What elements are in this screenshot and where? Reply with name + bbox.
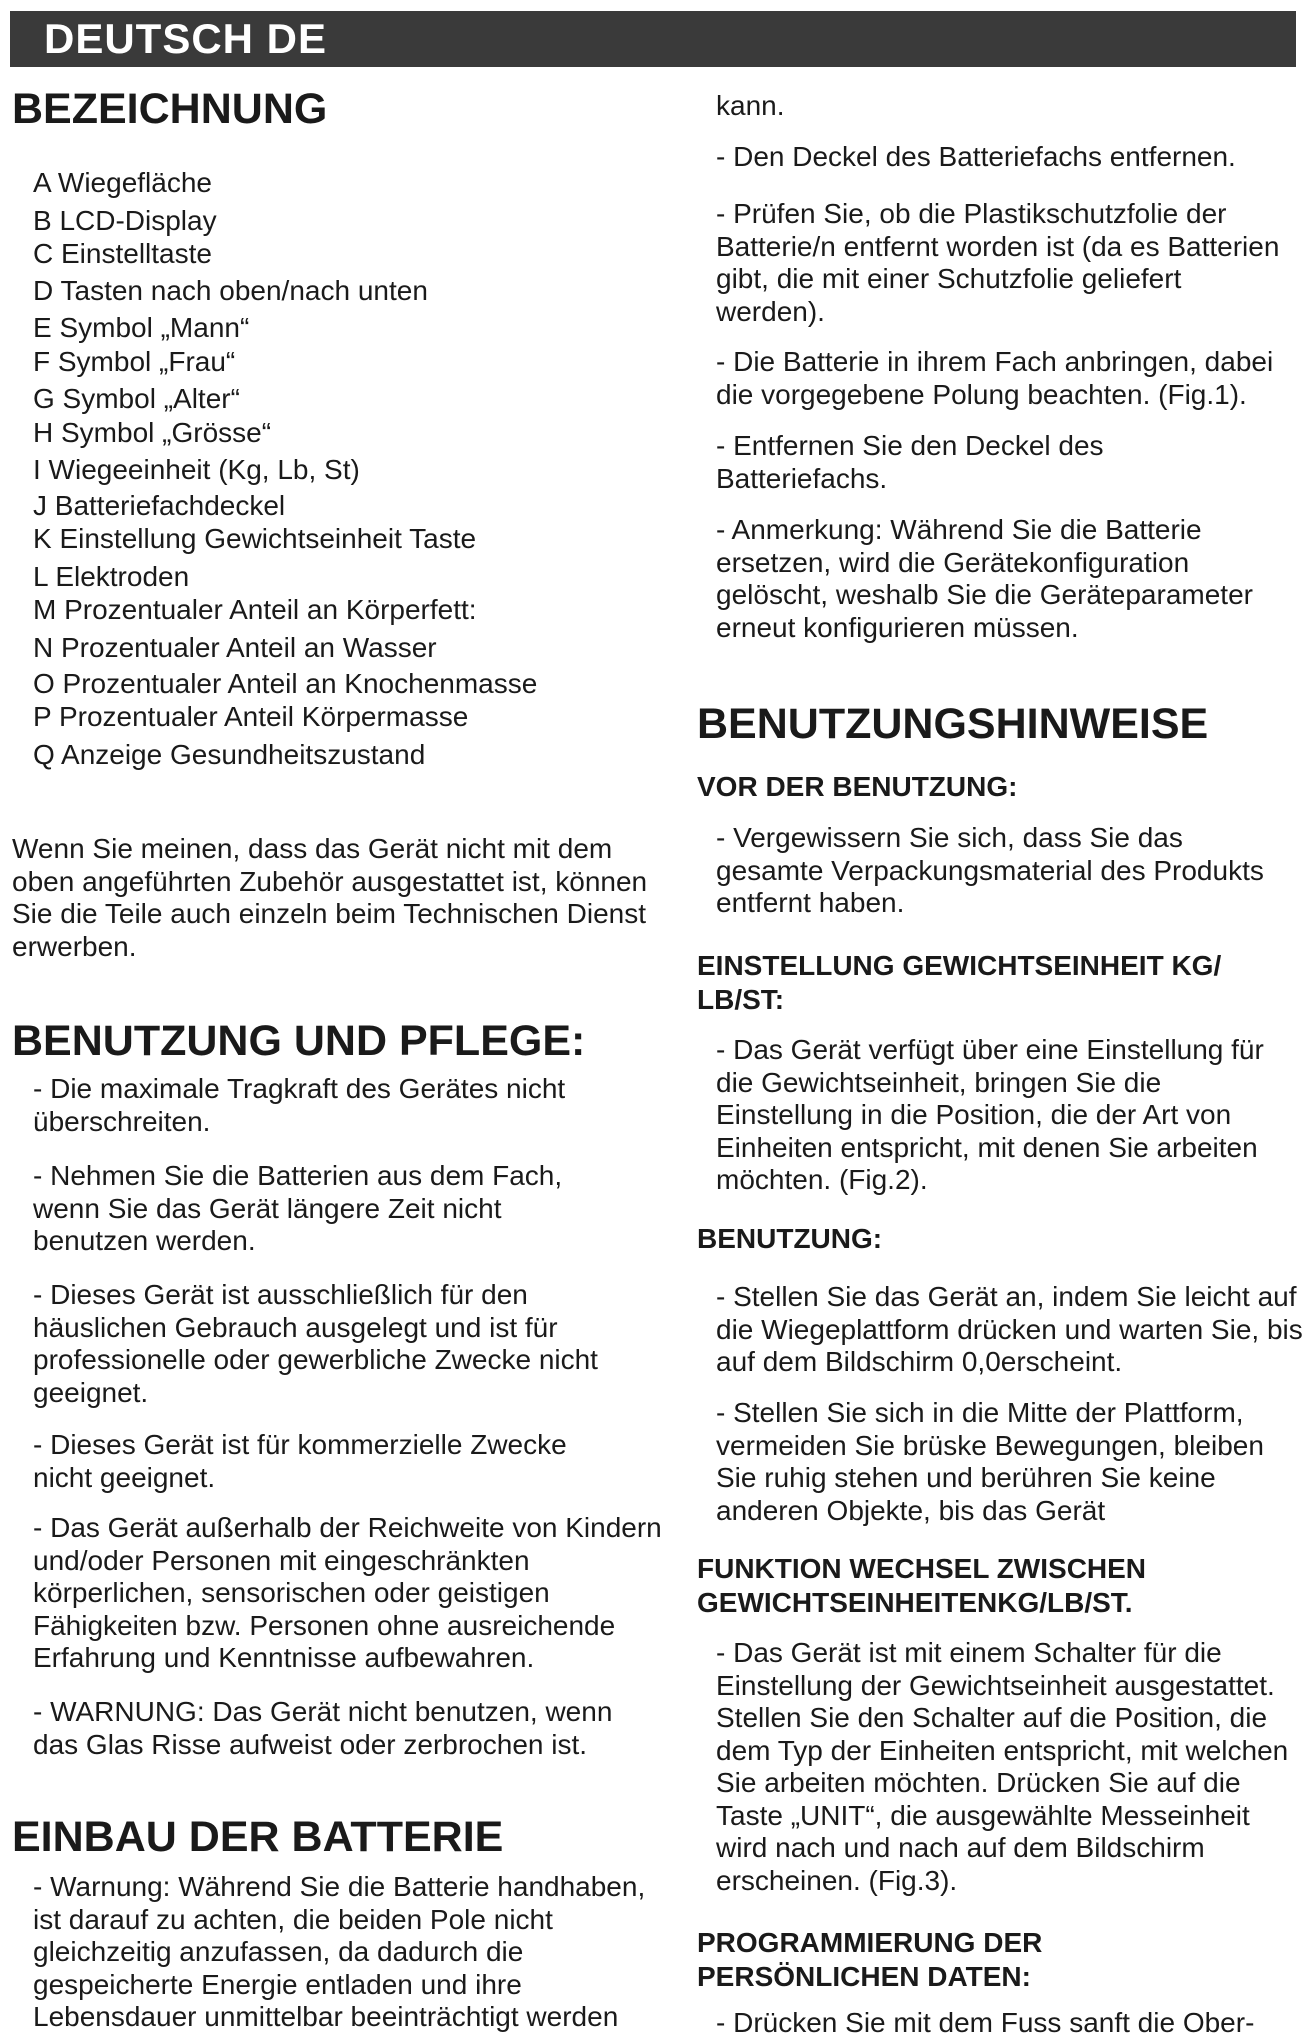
list-item: G Symbol „Alter“: [33, 383, 240, 414]
list-item: B LCD-Display: [33, 205, 217, 236]
list-item: K Einstellung Gewichtseinheit Taste: [33, 523, 477, 554]
list-item: M Prozentualer Anteil an Körperfett:: [33, 594, 477, 625]
wechsel-text: - Das Gerät ist mit einem Schalter für die Einstellung der Gewichtseinheit ausgestattet. Stellen Sie den Schalter auf die Position, die dem Typ der Einheiten entspricht, mit welchen Sie arbeiten möchten. Drücken Sie auf die Taste „UNIT“, die ausgewählte Messeinheit wird nach und nach auf dem Bildschirm erscheinen. (Fig.3).: [716, 1637, 1289, 1896]
language-header-bar: [10, 11, 1296, 67]
vor-title: VOR DER BENUTZUNG:: [697, 771, 1018, 802]
pflege-paragraph: - Dieses Gerät ist für kommerzielle Zwecke nicht geeignet.: [33, 1429, 567, 1493]
batterie-title: EINBAU DER BATTERIE: [12, 1813, 504, 1861]
hinweise-title: BENUTZUNGSHINWEISE: [697, 700, 1209, 748]
list-item: A Wiegefläche: [33, 167, 212, 198]
list-item: O Prozentualer Anteil an Knochenmasse: [33, 668, 538, 699]
list-item: J Batteriefachdeckel: [33, 490, 286, 521]
einheit-text: - Das Gerät verfügt über eine Einstellung für die Gewichtseinheit, bringen Sie die Einstellung in die Position, die der Art von Einheiten entspricht, mit denen Sie arbeiten möchten. (Fig.2).: [716, 1034, 1264, 1195]
list-item: L Elektroden: [33, 561, 190, 592]
list-item: I Wiegeeinheit (Kg, Lb, St): [33, 454, 360, 485]
batterie-paragraph: - Warnung: Während Sie die Batterie handhaben, ist darauf zu achten, die beiden Pole nicht gleichzeitig anzufassen, da dadurch die gespeicherte Energie entladen und ihre Lebensdauer unmittelbar beeinträchtigt werden: [33, 1871, 646, 2032]
accessory-note: Wenn Sie meinen, dass das Gerät nicht mit dem oben angeführten Zubehör ausgestattet ist, können Sie die Teile auch einzeln beim Technischen Dienst erwerben.: [12, 833, 648, 962]
pflege-title: BENUTZUNG UND PFLEGE:: [12, 1017, 586, 1065]
batterie-cont-paragraph: - Den Deckel des Batteriefachs entfernen.: [716, 141, 1236, 172]
wechsel-title: FUNKTION WECHSEL ZWISCHEN GEWICHTSEINHEITENKG/LB/ST.: [697, 1553, 1147, 1618]
list-item: E Symbol „Mann“: [33, 312, 250, 343]
list-item: D Tasten nach oben/nach unten: [33, 275, 428, 306]
batterie-cont-paragraph: - Prüfen Sie, ob die Plastikschutzfolie der Batterie/n entfernt worden ist (da es Batterien gibt, die mit einer Schutzfolie geliefert werden).: [716, 198, 1280, 327]
list-item: P Prozentualer Anteil Körpermasse: [33, 701, 469, 732]
pflege-paragraph: - Dieses Gerät ist ausschließlich für den häuslichen Gebrauch ausgelegt und ist für professionelle oder gewerbliche Zwecke nicht geeignet.: [33, 1279, 598, 1408]
batterie-cont-paragraph: - Entfernen Sie den Deckel des Batteriefachs.: [716, 430, 1104, 494]
pflege-paragraph: - WARNUNG: Das Gerät nicht benutzen, wenn das Glas Risse aufweist oder zerbrochen ist.: [33, 1696, 613, 1760]
prog-text: - Drücken Sie mit dem Fuss sanft die Ober-: [716, 2007, 1255, 2038]
list-item: N Prozentualer Anteil an Wasser: [33, 632, 437, 663]
pflege-paragraph: - Die maximale Tragkraft des Gerätes nicht überschreiten.: [33, 1073, 566, 1137]
list-item: H Symbol „Grösse“: [33, 417, 272, 448]
vor-text: - Vergewissern Sie sich, dass Sie das gesamte Verpackungsmaterial des Produkts entfernt haben.: [716, 822, 1264, 918]
list-item: Q Anzeige Gesundheitszustand: [33, 739, 426, 770]
batterie-cont-paragraph: kann.: [716, 90, 785, 121]
list-item: C Einstelltaste: [33, 238, 212, 269]
language-label: DEUTSCH DE: [44, 15, 328, 62]
bezeichnung-title: BEZEICHNUNG: [12, 85, 328, 133]
benutzung-title: BENUTZUNG:: [697, 1223, 883, 1254]
batterie-cont-paragraph: - Anmerkung: Während Sie die Batterie ersetzen, wird die Gerätekonfiguration gelöscht, weshalb Sie die Geräteparameter erneut konfigurieren müssen.: [716, 514, 1253, 643]
batterie-cont-paragraph: - Die Batterie in ihrem Fach anbringen, dabei die vorgegebene Polung beachten. (Fig.1).: [716, 346, 1274, 410]
einheit-title: EINSTELLUNG GEWICHTSEINHEIT KG/ LB/ST:: [697, 950, 1222, 1015]
pflege-paragraph: - Nehmen Sie die Batterien aus dem Fach, wenn Sie das Gerät längere Zeit nicht benutzen werden.: [33, 1160, 563, 1256]
prog-title: PROGRAMMIERUNG DER PERSÖNLICHEN DATEN:: [697, 1927, 1043, 1992]
benutzung-text: - Stellen Sie das Gerät an, indem Sie leicht auf die Wiegeplattform drücken und warten Sie, bis auf dem Bildschirm 0,0erscheint.: [716, 1281, 1303, 1377]
benutzung-text: - Stellen Sie sich in die Mitte der Plattform, vermeiden Sie brüske Bewegungen, bleiben Sie ruhig stehen und berühren Sie keine anderen Objekte, bis das Gerät: [716, 1397, 1264, 1526]
pflege-paragraph: - Das Gerät außerhalb der Reichweite von Kindern und/oder Personen mit eingeschränkten körperlichen, sensorischen oder geistigen Fähigkeiten bzw. Personen ohne ausreichende Erfahrung und Kenntnisse aufbewahren.: [33, 1512, 662, 1673]
list-item: F Symbol „Frau“: [33, 346, 236, 377]
